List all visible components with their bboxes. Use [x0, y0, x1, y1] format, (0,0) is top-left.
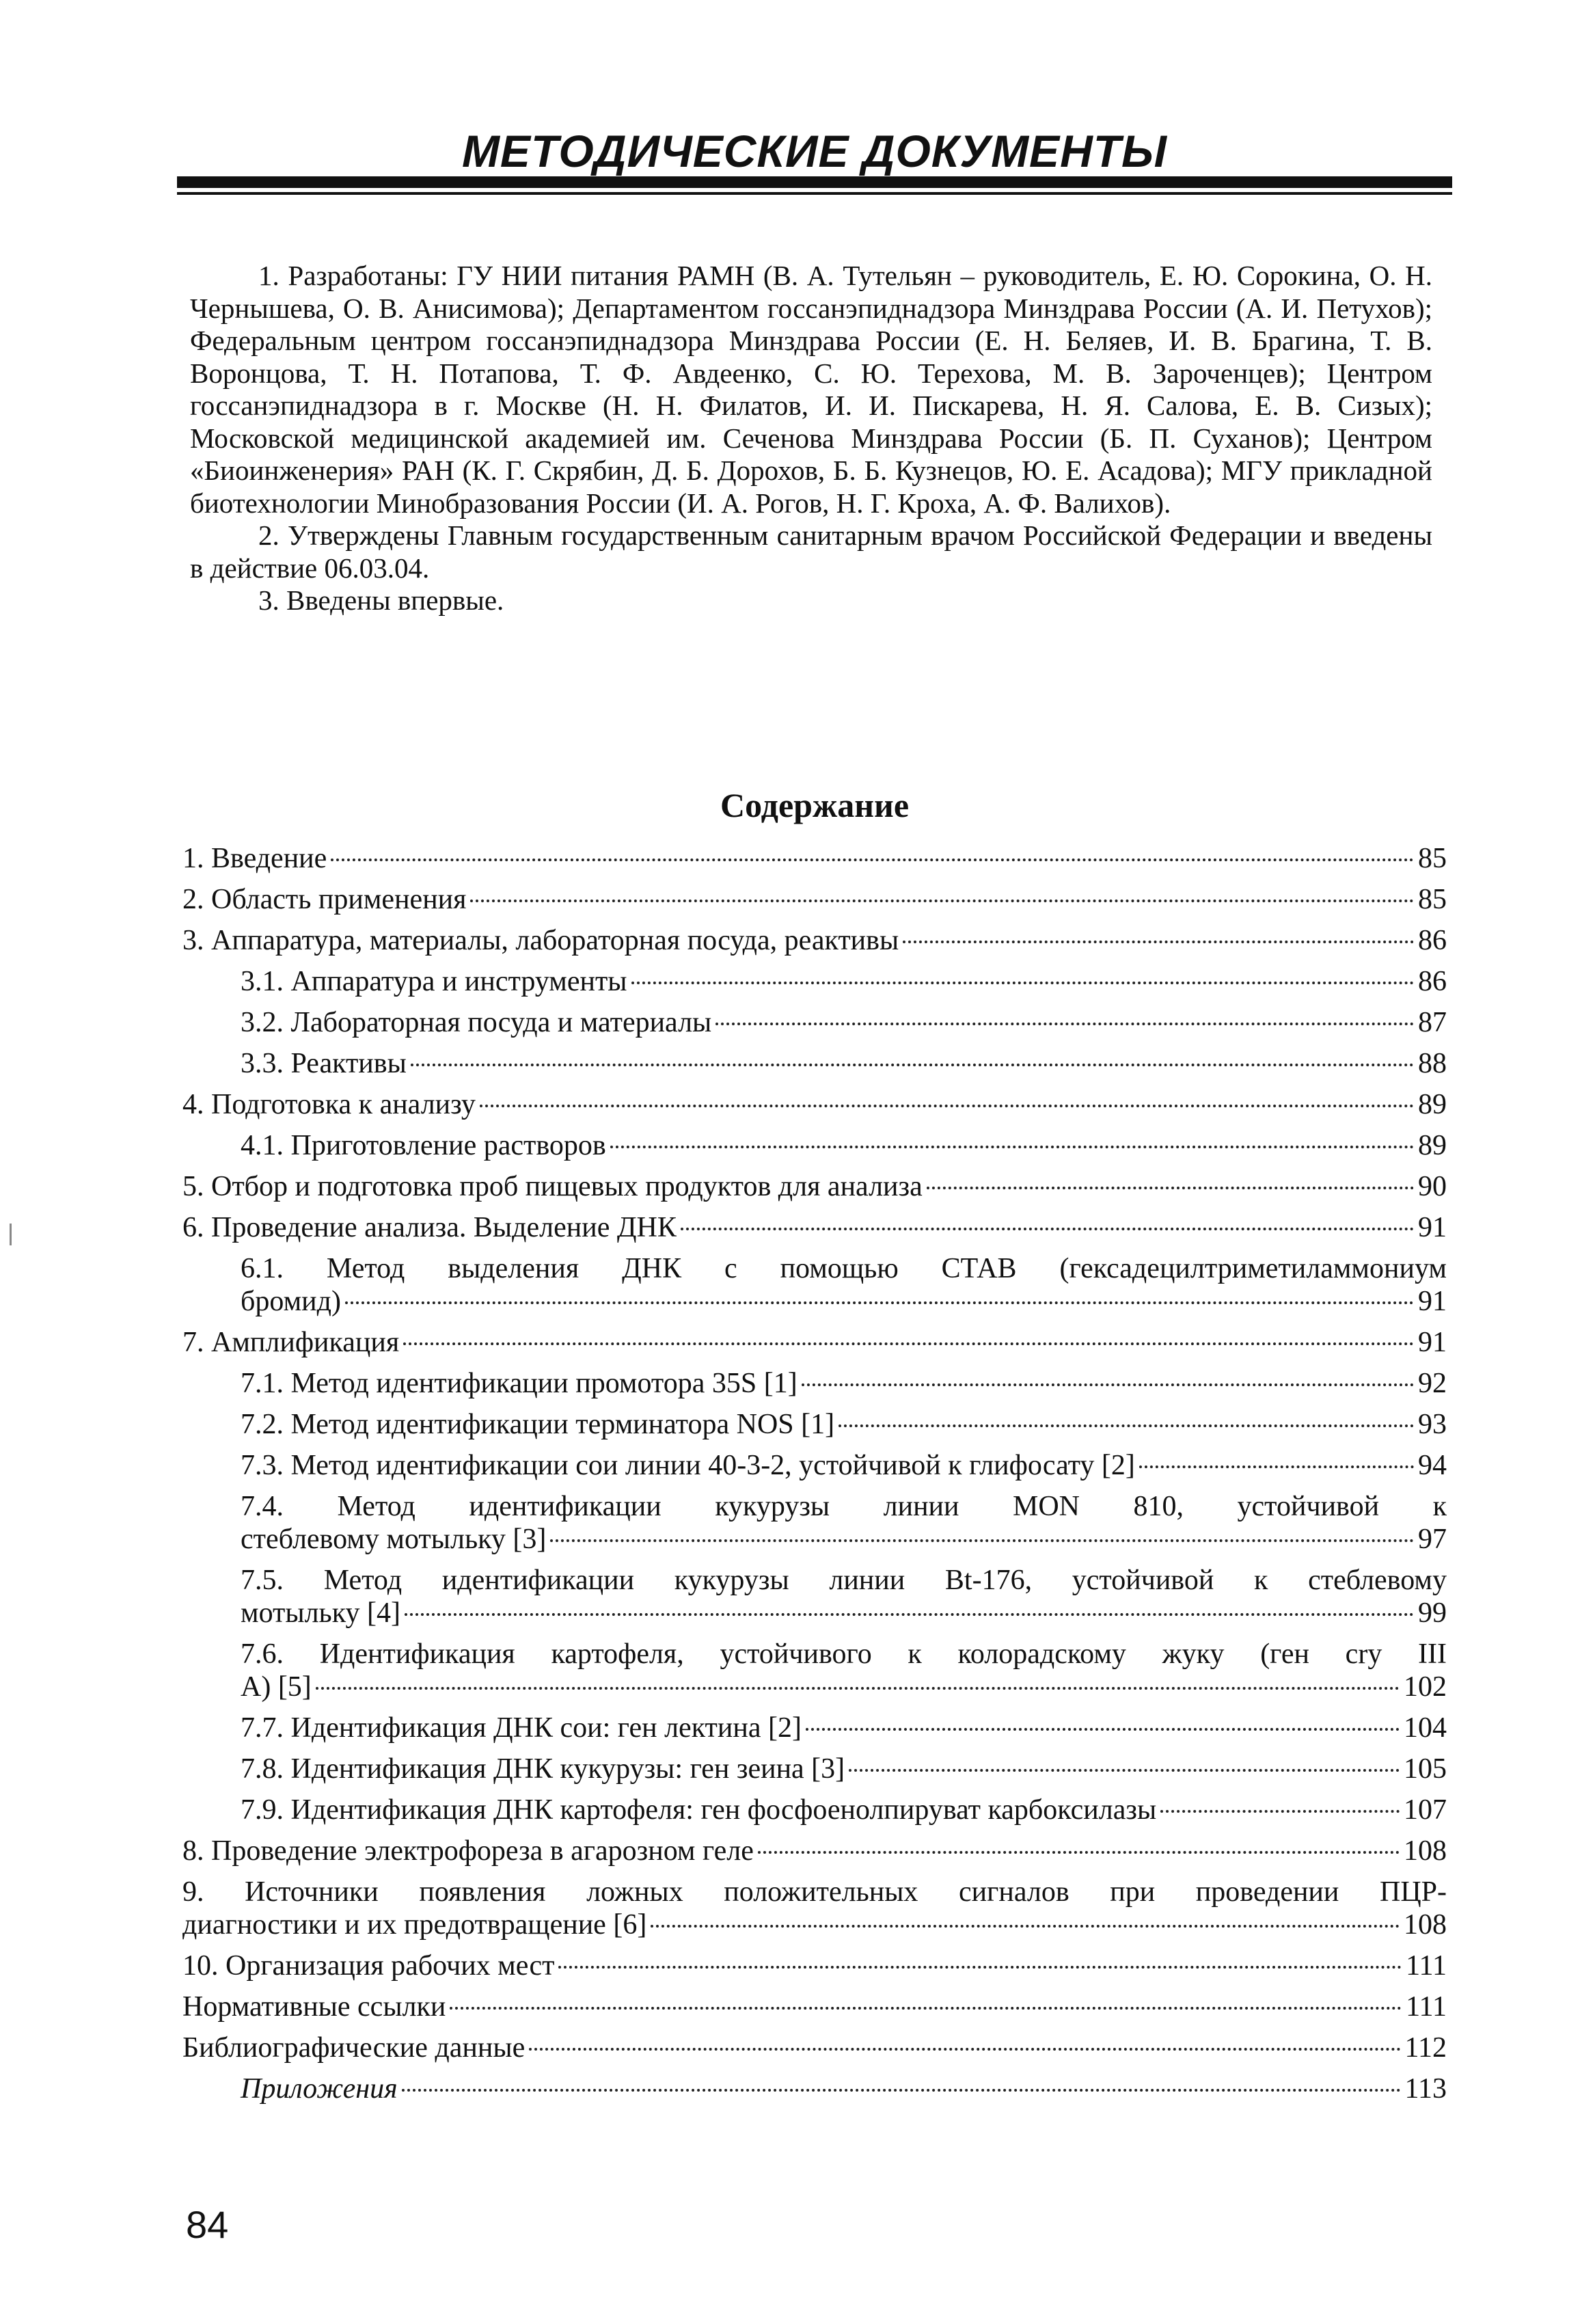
toc-entry-label: 7.9. Идентификация ДНК картофеля: ген фосфоенолпируват карбоксилазы [241, 1794, 1157, 1826]
dot-leader [903, 941, 1414, 943]
toc-entry-page: 91 [1418, 1286, 1447, 1317]
toc-entry-page: 92 [1418, 1368, 1447, 1399]
toc-entry-maize-mon810[interactable] [182, 1486, 1447, 1560]
page-number: 84 [186, 2203, 229, 2246]
toc-entry-page: 85 [1418, 843, 1447, 874]
toc-entry-page: 97 [1418, 1524, 1447, 1555]
toc-entry-label: мотыльку [4] [241, 1597, 400, 1629]
toc-entry-page: 89 [1418, 1130, 1447, 1161]
toc-entry-page: 107 [1404, 1794, 1447, 1826]
toc-entry-page: 86 [1418, 925, 1447, 956]
toc-entry-false-positives[interactable] [182, 1872, 1447, 1945]
note-approval: 2. Утверждены Главным государственным санитарным врачом Российской Федерации и введены в действие 06.03.04. [190, 519, 1432, 584]
dot-leader [802, 1383, 1414, 1386]
toc-entry-page: 104 [1404, 1712, 1447, 1744]
toc-entry-potato-pepc[interactable] [182, 1789, 1447, 1830]
header-rule-thick [177, 176, 1452, 188]
toc-entry-terminator-nos[interactable] [182, 1404, 1447, 1445]
toc-entry-label: 7. Амплификация [182, 1327, 400, 1358]
toc-entry-scope[interactable] [182, 879, 1447, 920]
toc-entry-potato-cry3a[interactable] [182, 1634, 1447, 1707]
toc-entry-label: Библиографические данные [182, 2032, 526, 2064]
toc-entry-label: 6. Проведение анализа. Выделение ДНК [182, 1212, 677, 1243]
dot-leader [1160, 1810, 1400, 1813]
toc-entry-maize-zein[interactable] [182, 1748, 1447, 1789]
toc-entry-normative-references[interactable] [182, 1986, 1447, 2027]
toc-entry-page: 89 [1418, 1089, 1447, 1120]
toc-entry-page: 102 [1404, 1671, 1447, 1703]
toc-entry-workplaces[interactable] [182, 1945, 1447, 1986]
dot-leader [550, 1539, 1414, 1542]
toc-entry-page: 90 [1418, 1171, 1447, 1202]
dot-leader [610, 1146, 1414, 1148]
toc-entry-promoter-35s[interactable] [182, 1363, 1447, 1404]
dot-leader [849, 1769, 1400, 1772]
toc-entry-soy-lectin[interactable] [182, 1707, 1447, 1748]
note-developers: 1. Разработаны: ГУ НИИ питания РАМН (В. А. Тутельян – руководитель, Е. Ю. Сорокина, О. Н. Чернышева, О. В. Анисимова); Департаментом госсанэпиднадзора Минздрава России (А. И. Петухов); Федеральным центром госсанэпиднадзора Минздрава России (Е. Н. Беляев, И. В. Брагина, Т. В. Воронцова, Т. Н. Потапова, Т. Ф. Авдеенко, С. Ю. Терехова, М. В. Зароченцев); Центром госсанэпиднадзора в г. Москве (Н. Н. Филатов, И. И. Пискарева, Н. Я. Салова, Е. В. Сизых); Московской медицинской академией им. Сеченова Минздрава России (Б. П. Суханов); Центром «Биоинженерия» РАН (К. Г. Скрябин, Д. Б. Дорохов, Б. Б. Кузнецов, Ю. Е. Асадова); МГУ прикладной биотехнологии Минобразования России (И. А. Рогов, Н. Г. Кроха, А. Ф. Валихов). [190, 260, 1432, 519]
table-of-contents [182, 838, 1447, 2109]
toc-entry-label: 5. Отбор и подготовка проб пищевых продуктов для анализа [182, 1171, 923, 1202]
dot-leader [316, 1687, 1400, 1690]
toc-entry-label: 4.1. Приготовление растворов [241, 1130, 606, 1161]
toc-entry-sampling[interactable] [182, 1166, 1447, 1207]
toc-entry-appendices[interactable] [182, 2068, 1447, 2109]
page-header [177, 127, 1452, 175]
toc-entry-page: 111 [1406, 1991, 1447, 2023]
toc-entry-page: 112 [1404, 2032, 1447, 2064]
toc-entry-label: Приложения [241, 2073, 398, 2105]
toc-entry-label: 4. Подготовка к анализу [182, 1089, 476, 1120]
dot-leader [558, 1966, 1402, 1969]
dot-leader [405, 1613, 1414, 1616]
toc-entry-label: 2. Область применения [182, 884, 467, 915]
toc-entry-page: 108 [1404, 1909, 1447, 1941]
toc-entry-label-line1: 6.1. Метод выделения ДНК с помощью СТАВ (гексадецилтриметиламмониум [241, 1253, 1447, 1284]
toc-entry-page: 113 [1404, 2073, 1447, 2105]
dot-leader [480, 1105, 1414, 1107]
toc-entry-label: 7.8. Идентификация ДНК кукурузы: ген зеина [3] [241, 1753, 845, 1785]
note-introduced: 3. Введены впервые. [258, 584, 504, 616]
dot-leader [529, 2048, 1400, 2051]
dot-leader [681, 1228, 1414, 1230]
toc-entry-label-line1: 7.6. Идентификация картофеля, устойчивого к колорадскому жуку (ген cry III [241, 1638, 1447, 1670]
dot-leader [839, 1424, 1414, 1427]
toc-entry-label: 8. Проведение электрофореза в агарозном геле [182, 1835, 754, 1867]
toc-entry-page: 94 [1418, 1450, 1447, 1481]
toc-entry-page: 85 [1418, 884, 1447, 915]
toc-entry-bibliography[interactable] [182, 2027, 1447, 2068]
section-title: МЕТОДИЧЕСКИЕ ДОКУМЕНТЫ [461, 126, 1168, 176]
toc-entry-label: стеблевому мотыльку [3] [241, 1524, 547, 1555]
toc-entry-page: 99 [1418, 1597, 1447, 1629]
toc-entry-label: бромид) [241, 1286, 341, 1317]
dot-leader [1139, 1465, 1414, 1468]
toc-entry-page: 105 [1404, 1753, 1447, 1785]
dot-leader [345, 1301, 1414, 1304]
dot-leader [715, 1023, 1414, 1025]
toc-entry-page: 111 [1406, 1950, 1447, 1982]
toc-entry-label: 3.2. Лабораторная посуда и материалы [241, 1007, 712, 1038]
toc-entry-page: 91 [1418, 1212, 1447, 1243]
dot-leader [402, 2089, 1401, 2092]
toc-entry-reagents[interactable] [182, 1043, 1447, 1084]
dot-leader [470, 900, 1414, 902]
toc-entry-page: 88 [1418, 1048, 1447, 1079]
toc-entry-page: 87 [1418, 1007, 1447, 1038]
toc-entry-page: 93 [1418, 1409, 1447, 1440]
toc-entry-equipment[interactable] [182, 920, 1447, 961]
toc-entry-introduction[interactable] [182, 838, 1447, 879]
dot-leader [806, 1728, 1400, 1731]
toc-entry-labware[interactable] [182, 1002, 1447, 1043]
toc-entry-label: Нормативные ссылки [182, 1991, 446, 2023]
dot-leader [331, 859, 1414, 861]
toc-entry-label-line1: 7.4. Метод идентификации кукурузы линии MON 810, устойчивой к [241, 1491, 1447, 1522]
toc-entry-label: 7.3. Метод идентификации сои линии 40-3-2, устойчивой к глифосату [2] [241, 1450, 1135, 1481]
toc-entry-electrophoresis[interactable] [182, 1830, 1447, 1872]
scan-artifact-mark [10, 1224, 12, 1245]
toc-entry-label: 3.3. Реактивы [241, 1048, 407, 1079]
toc-entry-soy-40-3-2[interactable] [182, 1445, 1447, 1486]
dot-leader [927, 1187, 1414, 1189]
toc-entry-label-line1: 9. Источники появления ложных положительных сигналов при проведении ПЦР- [182, 1876, 1447, 1908]
toc-entry-maize-bt176[interactable] [182, 1560, 1447, 1634]
toc-entry-solutions[interactable] [182, 1125, 1447, 1166]
header-rule-thin [177, 192, 1452, 195]
toc-entry-label: 1. Введение [182, 843, 327, 874]
document-notes [190, 260, 1432, 617]
dot-leader [651, 1925, 1400, 1928]
dot-leader [403, 1342, 1414, 1345]
toc-entry-label: 3. Аппаратура, материалы, лабораторная посуда, реактивы [182, 925, 899, 956]
toc-entry-page: 86 [1418, 966, 1447, 997]
toc-entry-label: 7.1. Метод идентификации промотора 35S [1] [241, 1368, 798, 1399]
dot-leader [450, 2007, 1402, 2010]
toc-entry-label: диагностики и их предотвращение [6] [182, 1909, 647, 1941]
toc-heading: Содержание [720, 786, 910, 824]
toc-entry-preparation[interactable] [182, 1084, 1447, 1125]
toc-entry-label-line1: 7.5. Метод идентификации кукурузы линии Bt-176, устойчивой к стеблевому [241, 1565, 1447, 1596]
toc-entry-label: 7.7. Идентификация ДНК сои: ген лектина [2] [241, 1712, 802, 1744]
toc-entry-label: 10. Организация рабочих мест [182, 1950, 555, 1982]
toc-entry-amplification[interactable] [182, 1322, 1447, 1363]
toc-entry-page: 91 [1418, 1327, 1447, 1358]
dot-leader [758, 1851, 1400, 1854]
toc-entry-label: A) [5] [241, 1671, 312, 1703]
dot-leader [631, 982, 1414, 984]
toc-entry-ctab-method[interactable] [182, 1248, 1447, 1322]
toc-entry-label: 7.2. Метод идентификации терминатора NOS [1] [241, 1409, 835, 1440]
toc-entry-instruments[interactable] [182, 961, 1447, 1002]
toc-entry-page: 108 [1404, 1835, 1447, 1867]
toc-entry-label: 3.1. Аппаратура и инструменты [241, 966, 627, 997]
toc-entry-dna-extraction[interactable] [182, 1207, 1447, 1248]
dot-leader [411, 1064, 1414, 1066]
